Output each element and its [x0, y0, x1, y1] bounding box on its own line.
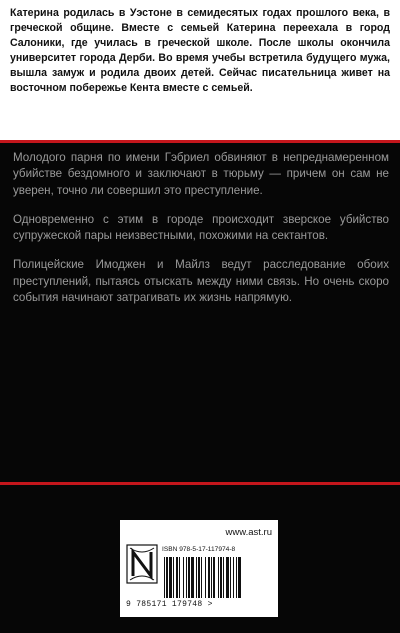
publisher-site-url: www.ast.ru [225, 527, 272, 538]
author-bio-panel [0, 0, 400, 140]
synopsis [13, 143, 389, 319]
barcode-box [120, 520, 278, 617]
synopsis-paragraph-1: Молодого парня по имени Гэбриел обвиняют в непреднамеренном убийстве бездомного и заключают в тюрьму — причем он сам не уверен, точно ли совершил это преступление. [13, 151, 389, 197]
barcode-bars [162, 557, 270, 598]
synopsis-paragraph-3: Полицейские Имоджен и Майлз ведут расследование обоих преступлений, пытаясь отыскать между ними связь. Но очень скоро события начинают затрагивать их жизнь напрямую. [13, 258, 389, 305]
barcode-digits: 9 785171 179748 > [126, 600, 213, 609]
publisher-n-logo-icon [126, 544, 158, 584]
red-divider-bottom [0, 482, 400, 485]
author-bio-text: Катерина родилась в Уэстоне в семидесятых годах прошлого века, в греческой общине. Вместе с семьей Катерина переехала в город Салоники, где училась в греческой школе. После школы окончила университет города Дерби. Во время учебы встретила будущего мужа, вышла замуж и родила двоих детей. Сейчас писательница живет на восточном побережье Кента вместе с семьей. [10, 7, 390, 94]
synopsis-paragraph-2: Одновременно с этим в городе происходит зверское убийство супружеской пары неизвестными, похожими на сектантов. [13, 212, 389, 243]
isbn-label: ISBN 978-5-17-117974-8 [162, 546, 236, 553]
